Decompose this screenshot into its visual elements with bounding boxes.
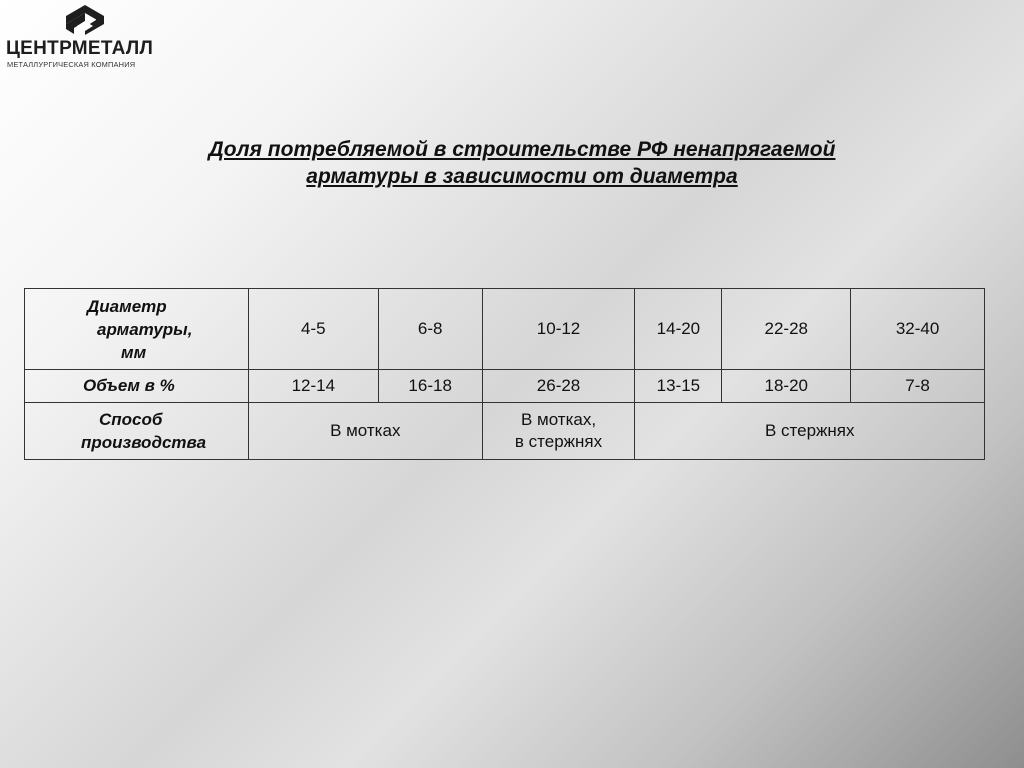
company-subtitle: МЕТАЛЛУРГИЧЕСКАЯ КОМПАНИЯ: [7, 60, 136, 69]
volume-cell: 7-8: [851, 370, 985, 403]
volume-cell: 26-28: [482, 370, 635, 403]
page-title-line-1: Доля потребляемой в строительстве РФ ненапрягаемой: [208, 138, 836, 161]
method-cell-coils: В мотках: [248, 403, 482, 460]
diameter-cell: 14-20: [635, 289, 722, 370]
rebar-share-table: [24, 288, 985, 460]
diameter-cell: 22-28: [722, 289, 851, 370]
volume-cell: 13-15: [635, 370, 722, 403]
diameter-cell: 6-8: [378, 289, 482, 370]
method-cell-coils-and-rods: [482, 403, 635, 460]
page-title: [150, 136, 894, 190]
table-row-diameter: [25, 289, 985, 370]
row-header-method-line-1: Способ: [99, 410, 163, 429]
row-header-volume: [25, 370, 249, 403]
row-header-diameter-line-1: Диаметр: [87, 296, 167, 316]
method-cell-coils-and-rods-line-2: в стержнях: [514, 432, 603, 451]
volume-cell: 18-20: [722, 370, 851, 403]
row-header-volume-label: Объем в %: [83, 376, 175, 395]
diameter-cell: 32-40: [851, 289, 985, 370]
page-title-line-2: арматуры в зависимости от диаметра: [306, 165, 738, 188]
diameter-cell: 10-12: [482, 289, 635, 370]
row-header-method: [25, 403, 249, 460]
volume-cell: 16-18: [378, 370, 482, 403]
row-header-diameter-line-2: арматуры,: [97, 319, 193, 339]
row-header-diameter-line-3: мм: [121, 342, 147, 362]
company-logo-icon: [64, 4, 106, 38]
company-name: ЦЕНТРМЕТАЛЛ: [6, 38, 154, 59]
row-header-method-line-2: производства: [81, 433, 207, 452]
diameter-cell: 4-5: [248, 289, 378, 370]
row-header-diameter: [25, 289, 249, 370]
method-cell-coils-and-rods-line-1: В мотках,: [520, 410, 597, 429]
table-row-volume: [25, 370, 985, 403]
table-row-method: [25, 403, 985, 460]
volume-cell: 12-14: [248, 370, 378, 403]
method-cell-rods: В стержнях: [635, 403, 985, 460]
company-logo: [6, 2, 166, 72]
